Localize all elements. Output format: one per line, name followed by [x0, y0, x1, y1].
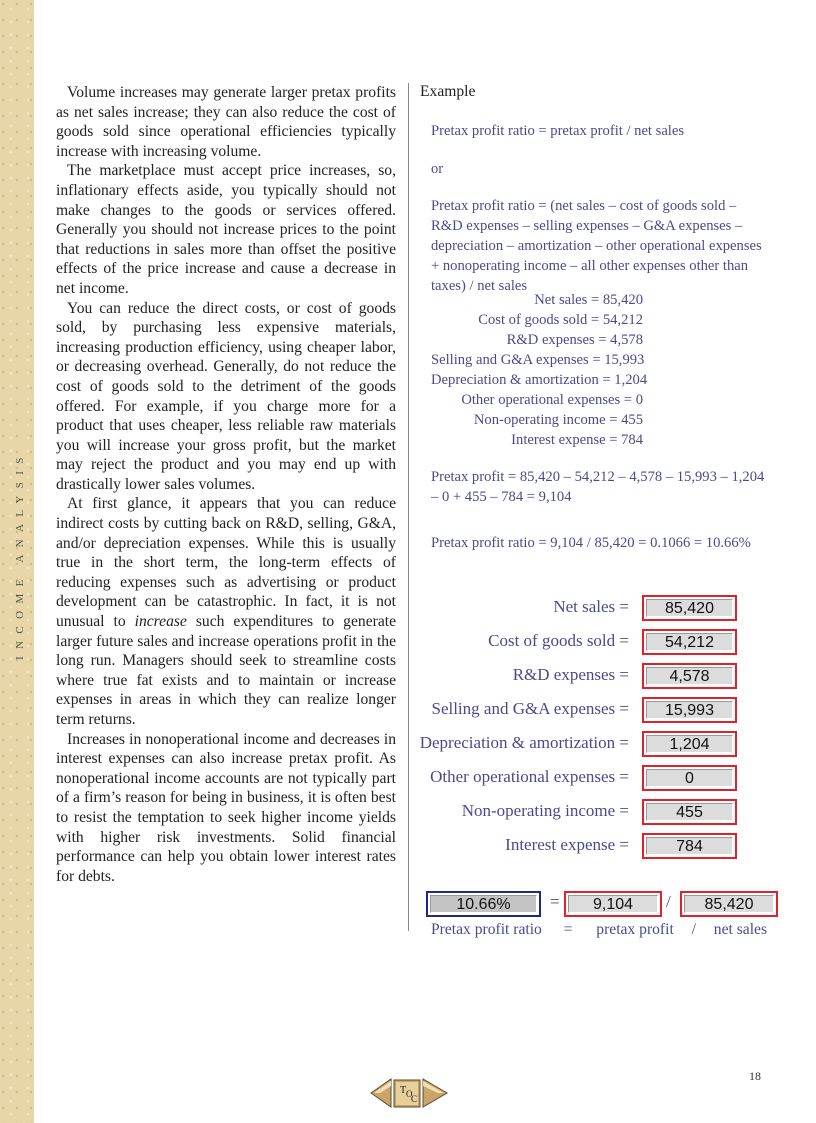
non-operating-label: Non-operating income = [461, 801, 629, 820]
sidebar-section-label: INCOME ANALYSIS [14, 450, 26, 660]
net-sales-value: 85,420 [646, 599, 733, 617]
svg-text:C: C [411, 1094, 418, 1104]
paragraph-indirect-costs-a: At first glance, it appears that you can reduce indirect costs by cutting back on R&D, selling, G&A, and/or depreciation expenses. While this is usually true in the short term, the long-term effects of reducing expenses such as advertising or product development can be catastrophic. In fact, it is not unusual to [56, 495, 396, 631]
given-net-sales: Net sales = 85,420 [534, 292, 643, 308]
calc-row-rd [431, 663, 731, 691]
paragraph-direct-costs: You can reduce the direct costs, or cost of goods sold, by purchasing less expensive materials, increasing production efficiency, using cheaper labor, or decreasing overhead. Generally, do not reduce the cost of goods sold to the detriment of the goods offered. For example, if you charge more for a product that uses cheaper, less reliable raw materials you will increase your gross profit, but the market may reject the product and you may end up with drastically lower sales volumes. [56, 299, 396, 493]
selling-ga-value: 15,993 [646, 701, 733, 719]
pretax-profit-value: 9,104 [568, 895, 658, 913]
net-sales-result-field[interactable] [680, 891, 778, 917]
result-labels [431, 921, 767, 939]
pretax-ratio-result-field[interactable] [426, 891, 541, 917]
other-operational-label: Other operational expenses = [430, 767, 629, 786]
selling-ga-field[interactable] [642, 697, 737, 723]
cogs-field[interactable] [642, 629, 737, 655]
result-label-divide: / [691, 921, 696, 938]
emphasis-increase: increase [134, 613, 187, 631]
other-operational-field[interactable] [642, 765, 737, 791]
interest-field[interactable] [642, 833, 737, 859]
net-sales-result-value: 85,420 [684, 895, 774, 913]
body-text-column [56, 83, 396, 886]
sidebar-texture [0, 0, 34, 1123]
rd-label: R&D expenses = [512, 665, 629, 684]
paragraph-indirect-costs-b: such expenditures to generate larger future sales and increase operations profit in the long run. Managers should seek to streamline costs where true fat exists and to maintain or increase expenses in areas in which they can realize longer term returns. [56, 613, 396, 728]
divide-sign: / [666, 892, 671, 911]
example-title: Example [420, 83, 476, 100]
svg-text:T: T [400, 1085, 407, 1096]
given-rd: R&D expenses = 4,578 [506, 332, 643, 348]
pretax-profit-calc: Pretax profit = 85,420 – 54,212 – 4,578 – 15,993 – 1,204 – 0 + 455 – 784 = 9,104 [431, 469, 765, 505]
previous-page-icon[interactable] [371, 1079, 391, 1107]
depreciation-field[interactable] [642, 731, 737, 757]
calc-row-interest [431, 833, 731, 861]
interest-value: 784 [646, 837, 733, 855]
result-label-ratio: Pretax profit ratio [431, 921, 542, 938]
formula-or: or [431, 161, 444, 177]
result-label-equals: = [563, 921, 573, 938]
depreciation-value: 1,204 [646, 735, 733, 753]
next-page-icon[interactable] [423, 1079, 447, 1107]
result-row [420, 891, 780, 919]
given-selling-ga: Selling and G&A expenses = 15,993 [431, 352, 645, 368]
cogs-value: 54,212 [646, 633, 733, 651]
result-label-net-sales: net sales [713, 921, 768, 938]
ratio-calc: Pretax profit ratio = 9,104 / 85,420 = 0.1066 = 10.66% [431, 535, 751, 551]
non-operating-value: 455 [646, 803, 733, 821]
non-operating-field[interactable] [642, 799, 737, 825]
column-divider [408, 83, 409, 931]
paragraph-volume: Volume increases may generate larger pretax profits as net sales increase; they can also reduce the cost of goods sold since operational efficiencies typically increase with increasing volume. [56, 84, 396, 160]
paragraph-indirect-costs [56, 494, 396, 729]
given-cogs: Cost of goods sold = 54,212 [478, 312, 643, 328]
given-depreciation: Depreciation & amortization = 1,204 [431, 372, 648, 388]
calc-row-depreciation [419, 731, 731, 759]
rd-value: 4,578 [646, 667, 733, 685]
equals-sign: = [550, 892, 560, 911]
selling-ga-label: Selling and G&A expenses = [431, 699, 629, 718]
paragraph-nonoperational: Increases in nonoperational income and decreases in interest expenses can also increase pretax profit. As nonoperational income accounts are not typically part of a firm’s reason for being in business, it is often best to resist the temptation to seek higher income yields with higher risk investments. Solid financial performance can help you obtain lower interest rates for debts. [56, 730, 396, 885]
calc-row-non-operating [431, 799, 731, 827]
cogs-label: Cost of goods sold = [488, 631, 629, 650]
interest-label: Interest expense = [505, 835, 629, 854]
result-label-profit: pretax profit [596, 921, 674, 938]
pretax-profit-field[interactable] [564, 891, 662, 917]
calc-row-cogs [431, 629, 731, 657]
given-interest: Interest expense = 784 [511, 432, 643, 448]
calc-row-selling-ga [431, 697, 731, 725]
pretax-ratio-result-value: 10.66% [430, 895, 537, 913]
calc-row-net-sales [431, 595, 731, 623]
other-operational-value: 0 [646, 769, 733, 787]
formula-expanded: Pretax profit ratio = (net sales – cost of goods sold – R&D expenses – selling expenses – G&A expenses – depreciation – amortization – other operational expenses + nonoperating income – all other expenses other than taxes) / net sales [431, 198, 762, 294]
net-sales-field[interactable] [642, 595, 737, 621]
rd-field[interactable] [642, 663, 737, 689]
given-values [431, 290, 648, 450]
net-sales-label: Net sales = [553, 597, 629, 616]
paragraph-price: The marketplace must accept price increases, so, inflationary effects aside, you typically should not make changes to the goods or services offered. Generally you should not increase prices to the point that reductions in sales more than offset the positive effects of the price increase and cause a decrease in net income. [56, 162, 396, 297]
formula-simple: Pretax profit ratio = pretax profit / net sales [431, 123, 685, 139]
toc-button[interactable] [394, 1080, 420, 1107]
depreciation-label: Depreciation & amortization = [419, 733, 629, 752]
page-number: 18 [749, 1069, 761, 1083]
given-other-operational: Other operational expenses = 0 [461, 392, 643, 408]
calc-row-other-operational [431, 765, 731, 793]
svg-text:O: O [406, 1089, 413, 1099]
given-non-operating: Non-operating income = 455 [473, 412, 643, 428]
page-navigation [369, 1076, 449, 1110]
